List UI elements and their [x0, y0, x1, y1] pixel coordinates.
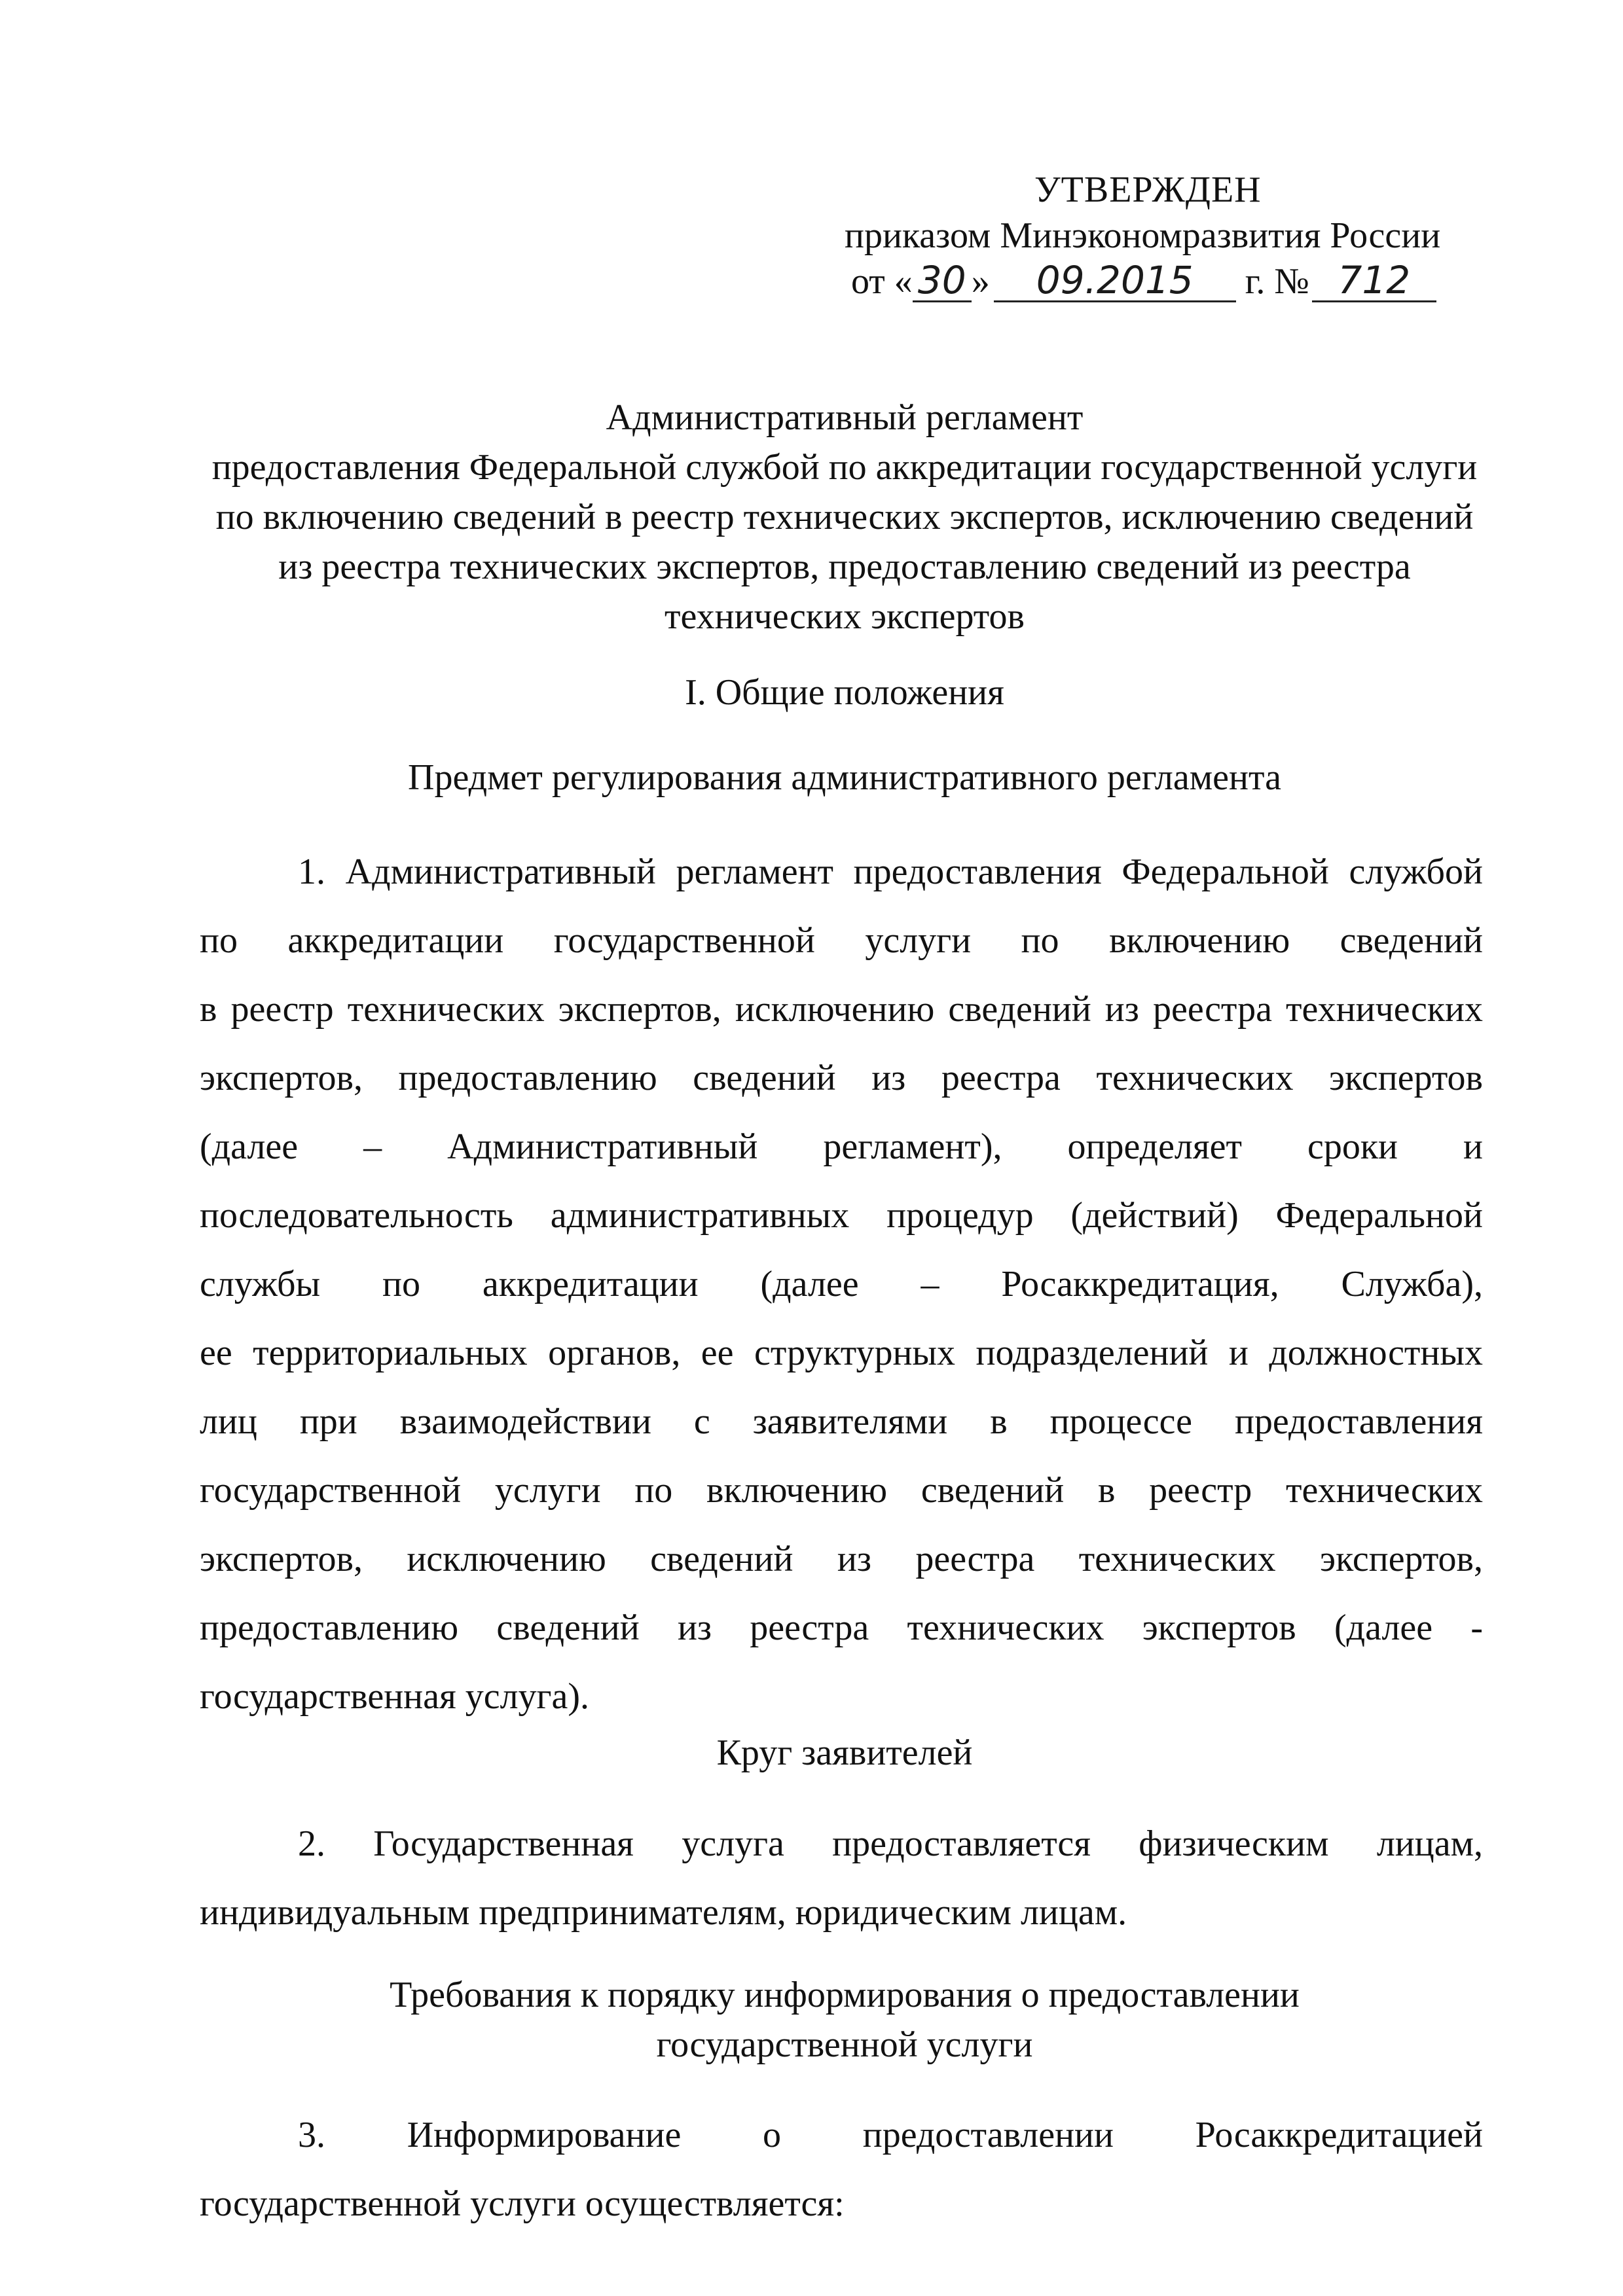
paragraph-line: ее территориальных органов, ее структурных подразделений и должностных	[200, 1333, 1483, 1373]
title-line: Административный регламент	[606, 397, 1084, 438]
paragraph-2	[200, 1810, 1483, 1947]
paragraph-line: государственной услуги осуществляется:	[200, 2183, 845, 2224]
heading-line: Требования к порядку информирования о предоставлении	[390, 1975, 1300, 2015]
paragraph-line: лиц при взаимодействии с заявителями в процессе предоставления	[200, 1401, 1483, 1442]
document-title	[164, 393, 1525, 641]
subsection-heading-text: Предмет регулирования административного регламента	[408, 757, 1281, 798]
handwritten-month-year: 09.2015	[994, 260, 1236, 302]
handwritten-day: 30	[913, 260, 972, 302]
paragraph-line: государственная услуга).	[200, 1676, 590, 1717]
approval-title: УТВЕРЖДЕН	[1034, 170, 1262, 210]
title-line: из реестра технических экспертов, предоставлению сведений из реестра	[278, 547, 1411, 587]
approval-order-line: приказом Минэкономразвития России	[845, 215, 1441, 256]
paragraph-line: в реестр технических экспертов, исключению сведений из реестра технических	[200, 989, 1483, 1030]
applicants-heading-text: Круг заявителей	[716, 1732, 973, 1773]
paragraph-1	[200, 838, 1483, 1731]
handwritten-order-number: 712	[1312, 260, 1436, 302]
section-heading-text: I. Общие положения	[685, 672, 1004, 713]
paragraph-3	[200, 2101, 1483, 2238]
paragraph-line: индивидуальным предпринимателям, юридическим лицам.	[200, 1892, 1127, 1933]
paragraph-line: 3. Информирование о предоставлении Росаккредитацией	[298, 2115, 1483, 2155]
title-line: технических экспертов	[665, 596, 1025, 637]
approval-date-line	[845, 259, 1467, 304]
title-line: предоставления Федеральной службой по аккредитации государственной услуги	[211, 447, 1478, 488]
date-suffix: г. №	[1245, 261, 1309, 302]
paragraph-line: (далее – Административный регламент), определяет сроки и	[200, 1126, 1483, 1167]
info-requirements-heading	[164, 1970, 1525, 2070]
paragraph-line: предоставлению сведений из реестра технических экспертов (далее -	[200, 1607, 1483, 1648]
date-mid: »	[971, 261, 990, 302]
paragraph-line: государственной услуги по включению сведений в реестр технических	[200, 1470, 1483, 1511]
approval-block	[845, 167, 1467, 304]
paragraph-line: 2. Государственная услуга предоставляется физическим лицам,	[298, 1823, 1483, 1864]
paragraph-line: 1. Административный регламент предоставления Федеральной службой	[298, 852, 1483, 892]
paragraph-line: последовательность административных процедур (действий) Федеральной	[200, 1195, 1483, 1236]
applicants-heading	[164, 1728, 1525, 1778]
title-line: по включению сведений в реестр технических экспертов, исключению сведений	[215, 497, 1474, 537]
section-heading	[164, 668, 1525, 717]
paragraph-line: по аккредитации государственной услуги по включению сведений	[200, 920, 1483, 961]
subsection-heading	[164, 753, 1525, 802]
paragraph-line: экспертов, исключению сведений из реестра технических экспертов,	[200, 1539, 1483, 1579]
paragraph-line: службы по аккредитации (далее – Росаккредитация, Служба),	[200, 1264, 1483, 1304]
heading-line: государственной услуги	[656, 2024, 1033, 2065]
date-prefix: от «	[851, 261, 913, 302]
paragraph-line: экспертов, предоставлению сведений из реестра технических экспертов	[200, 1058, 1483, 1098]
